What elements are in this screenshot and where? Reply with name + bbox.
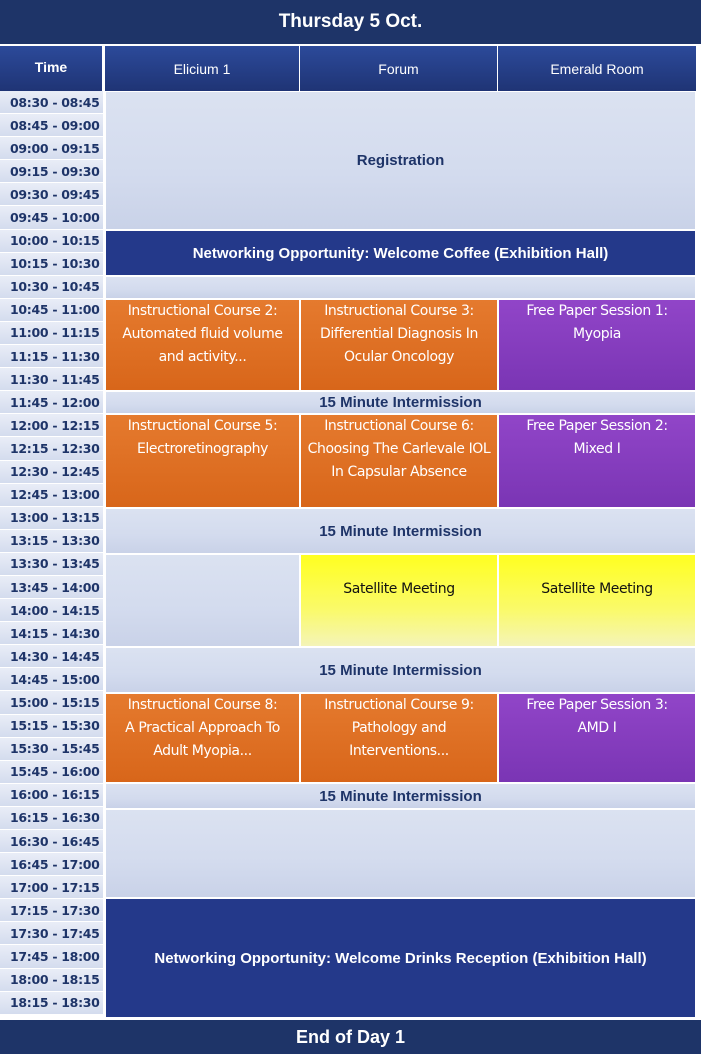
session-title: Free Paper Session 2: [526,418,668,434]
time-slot: 15:30 - 15:45 [0,738,103,761]
time-slot: 12:15 - 12:30 [0,437,103,460]
time-slot: 09:30 - 09:45 [0,183,103,206]
column-header-time: Time [0,46,103,91]
time-slot: 16:30 - 16:45 [0,830,103,853]
session-subtitle: Adult Myopia... [153,743,252,759]
session-free-paper-2[interactable] [498,414,696,508]
session-instructional-course-9[interactable] [300,693,498,783]
session-title: Instructional Course 8: [127,697,278,713]
session-subtitle: A Practical Approach To [125,720,280,736]
session-intermission: 15 Minute Intermission [105,647,696,693]
time-slot: 08:30 - 08:45 [0,91,103,114]
time-slot: 17:45 - 18:00 [0,945,103,968]
session-subtitle: Ocular Oncology [343,349,455,365]
session-empty [105,809,696,898]
session-title: Instructional Course 3: [324,303,474,319]
session-title: Instructional Course 9: [324,697,474,713]
time-slot: 12:30 - 12:45 [0,461,103,484]
session-empty [105,554,300,647]
time-column [0,91,103,1015]
time-slot: 11:15 - 11:30 [0,345,103,368]
session-instructional-course-8[interactable] [105,693,300,783]
time-slot: 17:00 - 17:15 [0,876,103,899]
time-slot: 18:00 - 18:15 [0,969,103,992]
time-slot: 12:45 - 13:00 [0,484,103,507]
session-title: Instructional Course 6: [324,418,474,434]
page-title: Thursday 5 Oct. [0,0,701,44]
time-slot: 17:15 - 17:30 [0,899,103,922]
time-slot: 18:15 - 18:30 [0,992,103,1015]
session-welcome-drinks: Networking Opportunity: Welcome Drinks Reception (Exhibition Hall) [105,898,696,1018]
session-title: Free Paper Session 3: [526,697,668,713]
time-slot: 10:45 - 11:00 [0,299,103,322]
session-instructional-course-6[interactable] [300,414,498,508]
column-header-elicium-1: Elicium 1 [105,46,300,91]
time-slot: 15:45 - 16:00 [0,761,103,784]
session-subtitle: Interventions... [349,743,449,759]
time-slot: 15:15 - 15:30 [0,715,103,738]
time-slot: 16:15 - 16:30 [0,807,103,830]
session-subtitle: Choosing The Carlevale IOL [307,441,491,457]
time-slot: 14:00 - 14:15 [0,599,103,622]
day-footer: End of Day 1 [0,1020,701,1054]
time-slot: 11:45 - 12:00 [0,391,103,414]
session-instructional-course-2[interactable] [105,299,300,391]
session-free-paper-1[interactable] [498,299,696,391]
session-subtitle: Differential Diagnosis In [320,326,478,342]
session-subtitle: and activity... [158,349,247,365]
session-subtitle: Mixed I [573,441,621,457]
time-slot: 11:00 - 11:15 [0,322,103,345]
time-slot: 10:00 - 10:15 [0,230,103,253]
session-intermission: 15 Minute Intermission [105,783,696,809]
session-gap [105,276,696,299]
time-slot: 11:30 - 11:45 [0,368,103,391]
session-subtitle: Automated fluid volume [122,326,283,342]
time-slot: 16:00 - 16:15 [0,784,103,807]
session-subtitle: Pathology and [351,720,447,736]
time-slot: 09:15 - 09:30 [0,160,103,183]
time-slot: 09:00 - 09:15 [0,137,103,160]
time-slot: 14:30 - 14:45 [0,645,103,668]
session-welcome-coffee: Networking Opportunity: Welcome Coffee (Exhibition Hall) [105,230,696,276]
time-slot: 17:30 - 17:45 [0,922,103,945]
session-instructional-course-5[interactable] [105,414,300,508]
session-subtitle: Electroretinography [136,441,269,457]
session-instructional-course-3[interactable] [300,299,498,391]
time-slot: 15:00 - 15:15 [0,691,103,714]
time-slot: 16:45 - 17:00 [0,853,103,876]
time-slot: 08:45 - 09:00 [0,114,103,137]
session-title: Free Paper Session 1: [526,303,668,319]
time-slot: 14:45 - 15:00 [0,668,103,691]
time-slot: 10:15 - 10:30 [0,253,103,276]
session-registration: Registration [105,91,696,230]
session-free-paper-3[interactable] [498,693,696,783]
time-slot: 12:00 - 12:15 [0,414,103,437]
session-satellite-meeting-forum[interactable]: Satellite Meeting [300,554,498,647]
session-subtitle: In Capsular Absence [331,464,467,480]
session-subtitle: AMD I [577,720,617,736]
time-slot: 13:30 - 13:45 [0,553,103,576]
time-slot: 13:45 - 14:00 [0,576,103,599]
time-slot: 14:15 - 14:30 [0,622,103,645]
session-intermission: 15 Minute Intermission [105,391,696,414]
time-slot: 09:45 - 10:00 [0,206,103,229]
time-slot: 10:30 - 10:45 [0,276,103,299]
session-satellite-meeting-emerald[interactable]: Satellite Meeting [498,554,696,647]
column-header-emerald-room: Emerald Room [498,46,696,91]
session-title: Instructional Course 5: [127,418,278,434]
session-subtitle: Myopia [573,326,621,342]
session-intermission: 15 Minute Intermission [105,508,696,554]
time-slot: 13:00 - 13:15 [0,507,103,530]
session-title: Instructional Course 2: [127,303,278,319]
column-header-forum: Forum [300,46,498,91]
time-slot: 13:15 - 13:30 [0,530,103,553]
